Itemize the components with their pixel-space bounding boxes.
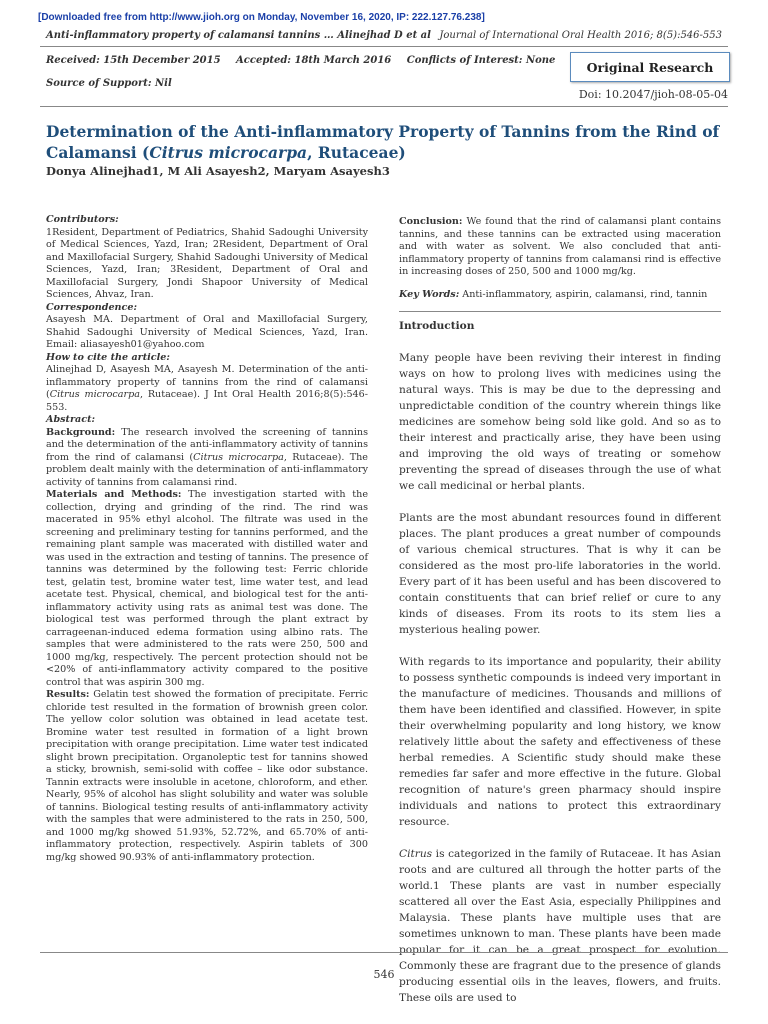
- keywords-divider: [399, 311, 721, 312]
- correspondence-heading: Correspondence:: [46, 301, 138, 313]
- footer-divider: [40, 952, 728, 953]
- authors: Donya Alinejhad1, M Ali Asayesh2, Maryam Asayesh3: [46, 164, 390, 178]
- header-divider: [40, 46, 728, 47]
- left-column: [46, 214, 368, 864]
- abstract-results: Results: Gelatin test showed the formation of precipitate. Ferric chloride test resulted in the formation of brownish green color. The yellow color solution was obtained in lead acetate test. Bromine water test resulted in formation of a light brown precipitation with orange precipitation. Lime water test indicated slight brown precipitation. Organoleptic test for tannins showed a sticky, brownish, semi-solid with coffee – like odor substance. Tannin extracts were insoluble in acetone, chloroform, and ether. Nearly, 95% of alcohol has slight solubility and water was soluble of tannins. Biological testing results of anti-inflammatory activity with the samples that were administered to the rats in 250, 500, and 1000 mg/kg showed 51.93%, 52.72%, and 65.70% of anti-inflammatory protection, respectively. Aspirin tablets of 300 mg/kg showed 90.93% of anti-inflammatory protection.: [46, 689, 368, 863]
- running-title: Anti-inflammatory property of calamansi tannins … Alinejhad D et al: [46, 30, 431, 41]
- abstract-methods: Materials and Methods: The investigation started with the collection, drying and grinding of the rind. The rind was macerated in 95% ethyl alcohol. The filtrate was used in the screening and preliminary testing for tannins performed, and the remaining plant sample was macerated with distilled water and was used in the extraction and testing of tannins. The presence of tannins was determined by the following test: Ferric chloride test, gelatin test, bromine water test, lime water test, and lead acetate test. Physical, chemical, and biological test for the anti-inflammatory activity using rats as animal test was done. The biological test was performed through the plant extract by carrageenan-induced edema formation using albino rats. The samples that were administered to the rats were 250, 500 and 1000 mg/kg, respectively. The percent protection should not be <20% of anti-inflammatory activity compared to the positive control that was aspirin 300 mg.: [46, 489, 369, 688]
- cite-text: Alinejhad D, Asayesh MA, Asayesh M. Determination of the anti-inflammatory property of tannins from the rind of calamansi (Citrus microcarpa, Rutaceae). J Int Oral Health 2016;8(5):546-553.: [46, 364, 369, 413]
- contributors-text: 1Resident, Department of Pediatrics, Shahid Sadoughi University of Medical Sciences, Yazd, Iran; 2Resident, Department of Oral and Maxillofacial Surgery, Shahid Sadoughi University of Medical Sciences, Yazd, Iran; 3Resident, Department of Oral and Maxillofacial Surgery, Jondi Shapoor University of Medical Sciences, Ahvaz, Iran.: [46, 226, 368, 300]
- cite-heading: How to cite the article:: [46, 351, 170, 363]
- source-of-support: Source of Support: Nil: [46, 78, 172, 89]
- dates-line: [46, 55, 567, 66]
- abstract-background: Background: The research involved the screening of tannins and the determination of the anti-inflammatory activity of tannins from the rind of calamansi (Citrus microcarpa, Rutaceae). The problem dealt mainly with the determination of anti-inflammatory activity of tannins from calamansi rind.: [46, 426, 368, 488]
- page-number: 546: [373, 968, 395, 981]
- received-date: Received: 15th December 2015: [46, 55, 221, 66]
- abstract-conclusion: Conclusion: We found that the rind of calamansi plant contains tannins, and these tannins can be extracted using maceration and with water as solvent. We also concluded that anti-inflammatory property of tannins from calamansi rind is effective in increasing doses of 250, 500 and 1000 mg/kg.: [399, 216, 721, 277]
- keywords: Key Words: Anti-inflammatory, aspirin, calamansi, rind, tannin: [399, 288, 708, 300]
- introduction-heading: Introduction: [399, 320, 475, 332]
- download-note[interactable]: [Downloaded free from http://www.jioh.org on Monday, November 16, 2020, IP: 222.127.76.238]: [38, 12, 485, 23]
- intro-paragraph-2: Plants are the most abundant resources found in different places. The plant produces a great number of compounds of various chemical structures. That is why it can be considered as the most pro-life laboratories in the world. Every part of it has been useful and has been discovered to contain constituents that can brief relief or cure to any kinds of diseases. From its roots to its stem lies a mysterious healing power.: [399, 512, 721, 636]
- journal-info: Journal of International Oral Health 2016; 8(5):546-553: [439, 30, 722, 41]
- article-type-badge: Original Research: [570, 52, 730, 82]
- introduction: [399, 318, 721, 1006]
- intro-paragraph-4: Citrus is categorized in the family of Rutaceae. It has Asian roots and are cultured all through the hotter parts of the world.1 These plants are vast in number especially scattered all over the East Asia, especially Philippines and Malaysia. These plants have multiple uses that are sometimes unknown to man. These plants have been made popular for it can be a great prospect for evolution. Commonly these are fragrant due to the presence of glands producing essential oils in the leaves, flowers, and fruits. These oils are used to: [399, 848, 721, 1004]
- abstract-continued: [399, 216, 721, 301]
- doi[interactable]: Doi: 10.2047/jioh-08-05-04: [578, 88, 728, 101]
- abstract-heading: Abstract:: [46, 414, 96, 425]
- contributors-heading: Contributors:: [46, 214, 119, 225]
- title-divider: [40, 106, 728, 107]
- correspondence-text: Asayesh MA. Department of Oral and Maxillofacial Surgery, Shahid Sadoughi University of Medical Sciences, Yazd, Iran. Email: aliasayesh01@yahoo.com: [46, 314, 368, 350]
- intro-paragraph-1: Many people have been reviving their interest in finding ways on how to prolong lives with medicines using the natural ways. This is may be due to the depressing and unpredictable condition of the country wherein things like medicines are somehow being sold like gold. And so as to their interest and practically arise, they have been using and improving the old ways of treating or somehow preventing the spread of diseases through the use of what we call medicinal or herbal plants.: [399, 352, 721, 492]
- conflicts: Conflicts of Interest: None: [406, 55, 556, 66]
- article-title: Determination of the Anti-inflammatory Property of Tannins from the Rind of Calamansi (Citrus microcarpa, Rutaceae): [46, 122, 720, 162]
- right-column: [399, 216, 721, 1022]
- intro-paragraph-3: With regards to its importance and popularity, their ability to possess synthetic compounds is indeed very important in the manufacture of medicines. Thousands and millions of them have been identified and classified. However, in spite their overwhelming popularity and long history, we know relatively little about the safety and effectiveness of these herbal remedies. A Scientific study should make these remedies far safer and more effective in the future. Global recognition of nature's green pharmacy should inspire individuals and nations to protect this extraordinary resource.: [399, 656, 721, 828]
- accepted-date: Accepted: 18th March 2016: [236, 55, 392, 66]
